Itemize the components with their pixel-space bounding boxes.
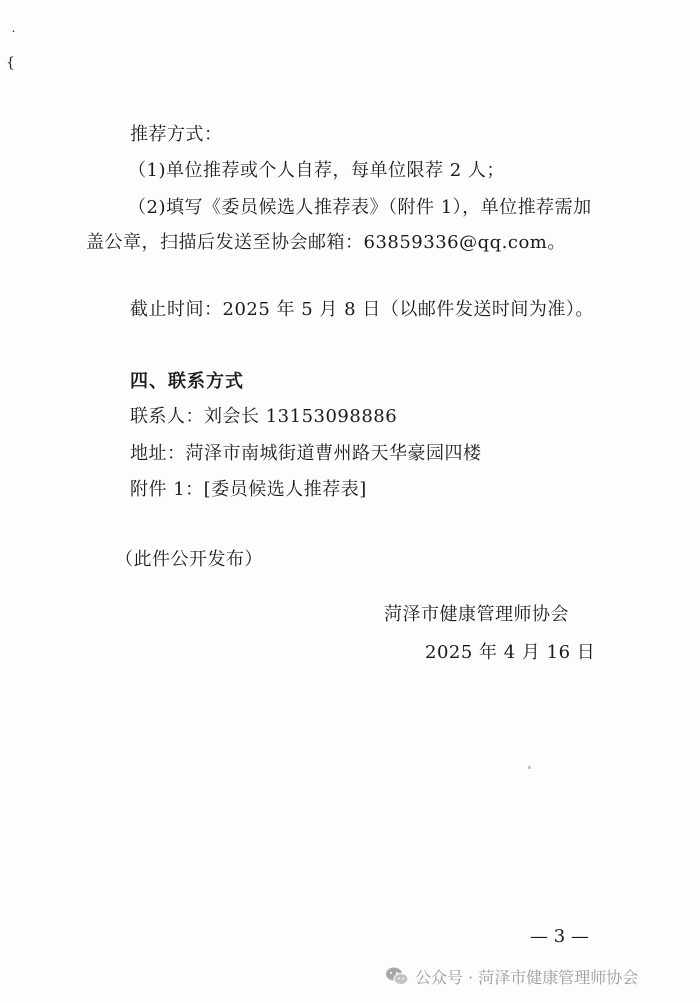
attachment-text: 附件 1：[委员候选人推荐表] [130, 479, 367, 500]
contact-person: 联系人：刘会长 13153098886 [130, 406, 398, 427]
recommend-item-1: （1)单位推荐或个人自荐，每单位限荐 2 人； [128, 160, 505, 181]
signature-date: 2025 年 4 月 16 日 [425, 642, 596, 663]
recommend-item-2-line1: （2)填写《委员候选人推荐表》（附件 1），单位推荐需加 [128, 197, 592, 218]
wechat-icon [385, 966, 409, 986]
recommend-heading: 推荐方式： [130, 124, 223, 145]
publish-note: （此件公开发布） [115, 549, 263, 570]
recommend-item-2-line2: 盖公章，扫描后发送至协会邮箱：63859336@qq.com。 [86, 232, 566, 253]
contact-heading: 四、联系方式 [130, 371, 244, 392]
signature-org: 菏泽市健康管理师协会 [384, 604, 569, 625]
page-number: — 3 — [530, 926, 589, 947]
deadline-text: 截止时间：2025 年 5 月 8 日（以邮件发送时间为准）。 [130, 299, 594, 320]
address-text: 地址：菏泽市南城街道曹州路天华豪园四楼 [130, 443, 482, 464]
wechat-footer [385, 962, 638, 990]
scan-mark: { [6, 55, 15, 71]
scan-speck [528, 766, 531, 769]
scan-mark: ˙ [10, 29, 17, 45]
footer-text: 公众号 · 菏泽市健康管理师协会 [415, 967, 639, 987]
